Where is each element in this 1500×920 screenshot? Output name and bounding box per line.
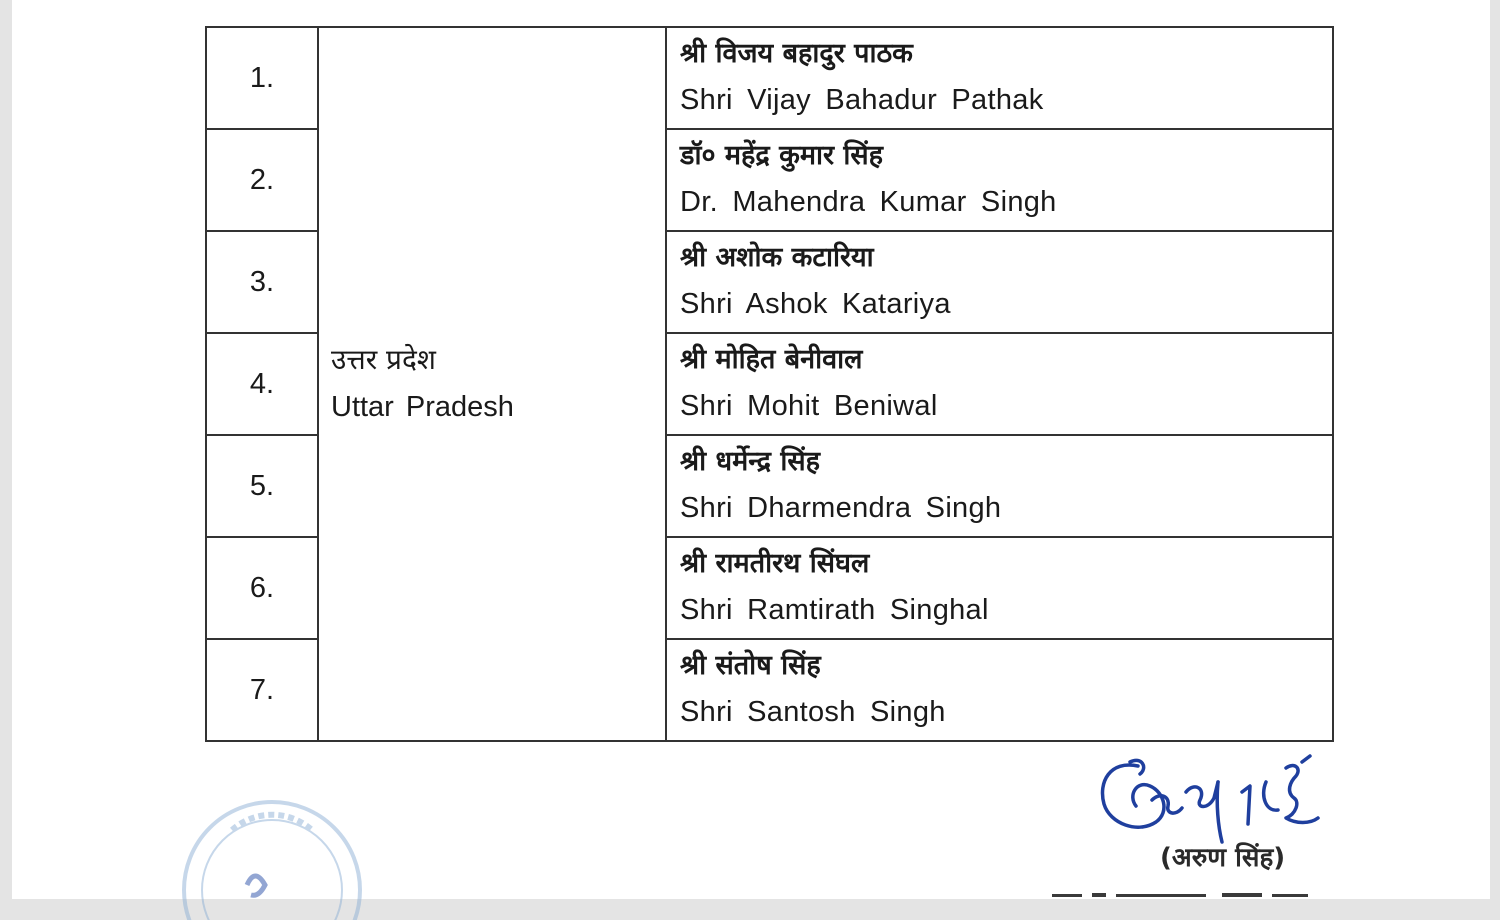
serial-number: 1. — [206, 27, 318, 129]
office-seal-icon — [172, 790, 372, 920]
member-name-cell — [666, 639, 1333, 741]
member-name-hindi: डॉ० महेंद्र कुमार सिंह — [680, 140, 883, 171]
serial-number: 4. — [206, 333, 318, 435]
member-name-hindi: श्री मोहित बेनीवाल — [680, 344, 863, 375]
state-name-hindi: उत्तर प्रदेश — [331, 343, 436, 376]
member-name-cell — [666, 537, 1333, 639]
member-name-cell — [666, 129, 1333, 231]
member-name-english: Shri Mohit Beniwal — [680, 390, 938, 422]
member-name-english: Dr. Mahendra Kumar Singh — [680, 186, 1057, 218]
members-table — [205, 26, 1334, 742]
document-page — [12, 0, 1490, 899]
member-name-cell — [666, 333, 1333, 435]
member-name-english: Shri Santosh Singh — [680, 696, 946, 728]
serial-number: 3. — [206, 231, 318, 333]
member-name-hindi: श्री विजय बहादुर पाठक — [680, 38, 913, 69]
signature-icon — [1090, 752, 1330, 844]
member-name-cell — [666, 27, 1333, 129]
member-name-cell — [666, 231, 1333, 333]
state-name-english: Uttar Pradesh — [331, 391, 514, 423]
signatory-name: (अरुण सिंह) — [1160, 843, 1286, 873]
state-cell — [318, 27, 666, 741]
member-name-hindi: श्री संतोष सिंह — [680, 650, 821, 681]
serial-number: 5. — [206, 435, 318, 537]
member-name-english: Shri Dharmendra Singh — [680, 492, 1002, 524]
member-name-cell — [666, 435, 1333, 537]
member-name-english: Shri Ashok Katariya — [680, 288, 951, 320]
member-name-hindi: श्री धर्मेन्द्र सिंह — [680, 446, 820, 477]
serial-number: 7. — [206, 639, 318, 741]
member-name-hindi: श्री रामतीरथ सिंघल — [680, 548, 870, 579]
cropped-text-line — [1052, 888, 1312, 899]
serial-number: 2. — [206, 129, 318, 231]
serial-number: 6. — [206, 537, 318, 639]
table-row — [206, 27, 1333, 129]
member-name-hindi: श्री अशोक कटारिया — [680, 242, 874, 273]
member-name-english: Shri Ramtirath Singhal — [680, 594, 989, 626]
member-name-english: Shri Vijay Bahadur Pathak — [680, 84, 1044, 116]
